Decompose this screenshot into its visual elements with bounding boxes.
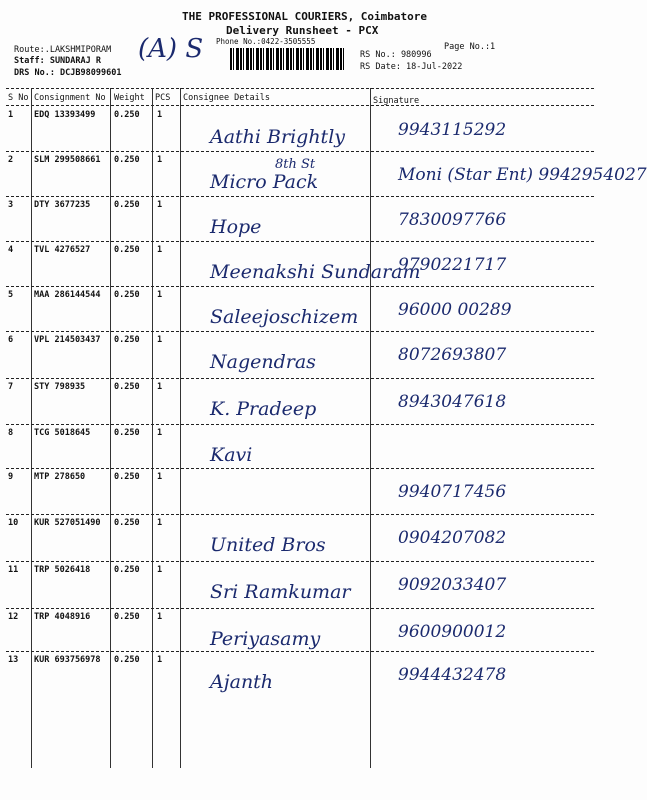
- handwritten-scribble: (A) S: [138, 34, 204, 64]
- drs-number: DRS No.: DCJB98099601: [14, 68, 122, 78]
- column-rule: [180, 88, 181, 768]
- row-divider: [6, 608, 594, 609]
- row-pcs: 1: [157, 655, 163, 665]
- row-consignment-no: VPL 214503437: [34, 335, 101, 345]
- column-rule: [110, 88, 111, 768]
- row-signature: 96000 00289: [398, 300, 512, 320]
- row-consignment-no: STY 798935: [34, 382, 86, 392]
- row-signature: 0904207082: [398, 528, 507, 548]
- row-divider: [6, 378, 594, 379]
- row-signature: 9943115292: [398, 120, 507, 140]
- col-pcs: PCS: [155, 93, 171, 103]
- row-consignee: Hope: [210, 216, 262, 238]
- col-sno: S No: [8, 93, 29, 103]
- page-number: Page No.:1: [444, 42, 496, 52]
- row-consignee: K. Pradeep: [210, 398, 317, 420]
- row-weight: 0.250: [114, 382, 140, 392]
- row-sno: 8: [8, 428, 14, 438]
- row-sno: 2: [8, 155, 14, 165]
- row-divider: [6, 286, 594, 287]
- row-weight: 0.250: [114, 655, 140, 665]
- column-rule: [152, 88, 153, 768]
- row-weight: 0.250: [114, 155, 140, 165]
- row-signature: 9600900012: [398, 622, 507, 642]
- row-consignee: Saleejoschizem: [210, 306, 359, 328]
- row-consignment-no: SLM 299508661: [34, 155, 101, 165]
- row-consignment-no: KUR 527051490: [34, 518, 101, 528]
- row-pcs: 1: [157, 245, 163, 255]
- row-consignment-no: MAA 286144544: [34, 290, 101, 300]
- row-consignment-no: DTY 3677235: [34, 200, 91, 210]
- row-consignment-no: MTP 278650: [34, 472, 86, 482]
- row-consignment-no: EDQ 13393499: [34, 110, 96, 120]
- row-consignment-no: TVL 4276527: [34, 245, 91, 255]
- divider: [6, 105, 594, 106]
- column-rule: [370, 88, 371, 768]
- col-weight: Weight: [114, 93, 145, 103]
- row-consignee: Periyasamy: [210, 628, 321, 650]
- row-sno: 11: [8, 565, 19, 575]
- row-consignment-no: TRP 5026418: [34, 565, 91, 575]
- row-pcs: 1: [157, 335, 163, 345]
- sheet-title: Delivery Runsheet - PCX: [226, 24, 379, 37]
- row-divider: [6, 151, 594, 152]
- col-consignee-details: Consignee Details: [183, 93, 270, 103]
- phone-number: Phone No.:0422-3505555: [216, 37, 316, 46]
- row-divider: [6, 424, 594, 425]
- row-pcs: 1: [157, 290, 163, 300]
- row-pcs: 1: [157, 518, 163, 528]
- row-consignee: United Bros: [210, 534, 326, 556]
- row-pcs: 1: [157, 382, 163, 392]
- rs-date: RS Date: 18-Jul-2022: [360, 62, 463, 72]
- row-consignee-note: 8th St: [275, 157, 316, 172]
- row-consignment-no: KUR 693756978: [34, 655, 101, 665]
- row-consignee: Meenakshi Sundaram: [210, 261, 421, 283]
- row-consignment-no: TRP 4048916: [34, 612, 91, 622]
- col-consignment: Consignment No: [34, 93, 106, 103]
- row-pcs: 1: [157, 200, 163, 210]
- rs-number: RS No.: 980996: [360, 50, 432, 60]
- row-weight: 0.250: [114, 200, 140, 210]
- company-name: THE PROFESSIONAL COURIERS, Coimbatore: [182, 10, 428, 23]
- row-signature: Moni (Star Ent) 9942954027: [398, 165, 647, 185]
- route: Route:.LAKSHMIPORAM: [14, 45, 112, 55]
- row-weight: 0.250: [114, 612, 140, 622]
- row-sno: 1: [8, 110, 14, 120]
- column-rule: [31, 88, 32, 768]
- row-divider: [6, 514, 594, 515]
- row-pcs: 1: [157, 110, 163, 120]
- row-sno: 5: [8, 290, 14, 300]
- row-weight: 0.250: [114, 472, 140, 482]
- row-pcs: 1: [157, 565, 163, 575]
- row-sno: 13: [8, 655, 19, 665]
- row-consignee: Nagendras: [210, 351, 316, 373]
- divider: [6, 88, 594, 89]
- row-sno: 7: [8, 382, 14, 392]
- row-pcs: 1: [157, 428, 163, 438]
- row-signature: 8943047618: [398, 392, 507, 412]
- staff: Staff: SUNDARAJ R: [14, 56, 101, 66]
- row-pcs: 1: [157, 155, 163, 165]
- row-signature: 9944432478: [398, 665, 507, 685]
- row-weight: 0.250: [114, 428, 140, 438]
- barcode: [230, 48, 346, 70]
- row-divider: [6, 196, 594, 197]
- row-divider: [6, 561, 594, 562]
- row-consignment-no: TCG 5018645: [34, 428, 91, 438]
- row-weight: 0.250: [114, 290, 140, 300]
- row-consignee: Sri Ramkumar: [210, 581, 351, 603]
- row-divider: [6, 468, 594, 469]
- row-signature: 7830097766: [398, 210, 507, 230]
- row-consignee: Aathi Brightly: [210, 126, 346, 148]
- row-sno: 9: [8, 472, 14, 482]
- row-weight: 0.250: [114, 518, 140, 528]
- row-pcs: 1: [157, 472, 163, 482]
- row-consignee: Ajanth: [210, 671, 274, 693]
- row-sno: 6: [8, 335, 14, 345]
- row-weight: 0.250: [114, 110, 140, 120]
- row-sno: 12: [8, 612, 19, 622]
- row-signature: 9092033407: [398, 575, 507, 595]
- row-weight: 0.250: [114, 335, 140, 345]
- col-signature: Signature: [373, 96, 420, 106]
- row-sno: 4: [8, 245, 14, 255]
- row-signature: 9940717456: [398, 482, 507, 502]
- row-divider: [6, 331, 594, 332]
- row-signature: 9790221717: [398, 255, 507, 275]
- row-sno: 3: [8, 200, 14, 210]
- row-consignee: Micro Pack: [210, 171, 319, 193]
- row-consignee: Kavi: [210, 444, 253, 466]
- row-divider: [6, 651, 594, 652]
- row-signature: 8072693807: [398, 345, 507, 365]
- row-divider: [6, 241, 594, 242]
- row-pcs: 1: [157, 612, 163, 622]
- row-weight: 0.250: [114, 245, 140, 255]
- row-weight: 0.250: [114, 565, 140, 575]
- row-sno: 10: [8, 518, 19, 528]
